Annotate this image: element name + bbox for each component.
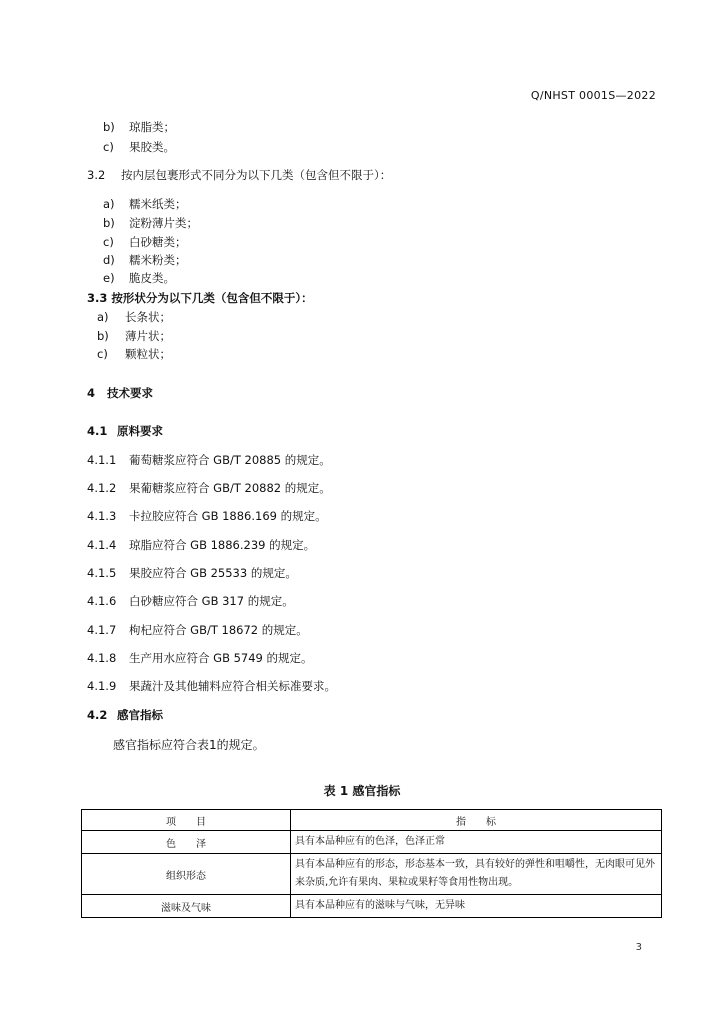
table-cell: 具有本品种应有的色泽，色泽正常: [291, 831, 662, 854]
table-cell: 滋味及气味: [82, 895, 291, 918]
table-row: [82, 831, 662, 854]
list-item: e) 脆皮类。: [103, 271, 175, 285]
clause: 4.1.5 果胶应符合 GB 25533 的规定。: [87, 566, 297, 580]
list-item: d) 糯米粉类；: [103, 253, 187, 267]
sensory-indicators-table: [81, 809, 662, 918]
column-header: 项 目: [82, 810, 291, 831]
table-row: [82, 895, 662, 918]
clause: 4.1.8 生产用水应符合 GB 5749 的规定。: [87, 651, 313, 665]
table-cell: 色 泽: [82, 831, 291, 854]
table-caption: 表 1 感官指标: [323, 784, 401, 798]
clause: 4.1.6 白砂糖应符合 GB 317 的规定。: [87, 594, 294, 608]
clause: 4.1.1 葡萄糖浆应符合 GB/T 20885 的规定。: [87, 453, 331, 467]
list-item: b) 琼脂类；: [103, 120, 175, 134]
list-item: c) 颗粒状；: [97, 347, 171, 361]
clause: 4.1.7 枸杞应符合 GB/T 18672 的规定。: [87, 623, 308, 637]
section-heading-4-1: 4.1 原料要求: [87, 424, 163, 438]
list-item: c) 白砂糖类；: [103, 235, 187, 249]
list-item: c) 果胶类。: [103, 140, 175, 154]
page-number: 3: [635, 942, 642, 953]
table-cell: 组织形态: [82, 854, 291, 895]
list-item: b) 薄片状；: [97, 329, 171, 343]
list-item: a) 长条状；: [97, 310, 171, 324]
clause: 4.1.9 果蔬汁及其他辅料应符合相关标准要求。: [87, 679, 336, 693]
standard-number: Q/NHST 0001S—2022: [530, 89, 656, 102]
section-heading-3-2: 3.2 按内层包裹形式不同分为以下几类（包含但不限于）：: [87, 168, 392, 182]
clause: 4.1.3 卡拉胶应符合 GB 1886.169 的规定。: [87, 509, 327, 523]
section-heading-4: 4 技术要求: [87, 386, 153, 400]
section-heading-3-3: 3.3 按形状分为以下几类（包含但不限于）：: [87, 291, 313, 305]
table-cell: 具有本品种应有的滋味与气味，无异味: [291, 895, 662, 918]
table-row: [82, 854, 662, 895]
clause: 4.1.2 果葡糖浆应符合 GB/T 20882 的规定。: [87, 481, 331, 495]
clause: 4.1.4 琼脂应符合 GB 1886.239 的规定。: [87, 538, 316, 552]
table-cell: 具有本品种应有的形态，形态基本一致，具有较好的弹性和咀嚼性，无肉眼可见外来杂质,允许有果肉、果粒或果籽等食用性物出现。: [291, 854, 662, 895]
list-item: b) 淀粉薄片类；: [103, 216, 198, 230]
table-header-row: [82, 810, 662, 831]
list-item: a) 糯米纸类；: [103, 197, 187, 211]
section-heading-4-2: 4.2 感官指标: [87, 708, 163, 722]
column-header: 指 标: [291, 810, 662, 831]
paragraph: 感官指标应符合表1的规定。: [113, 738, 265, 752]
